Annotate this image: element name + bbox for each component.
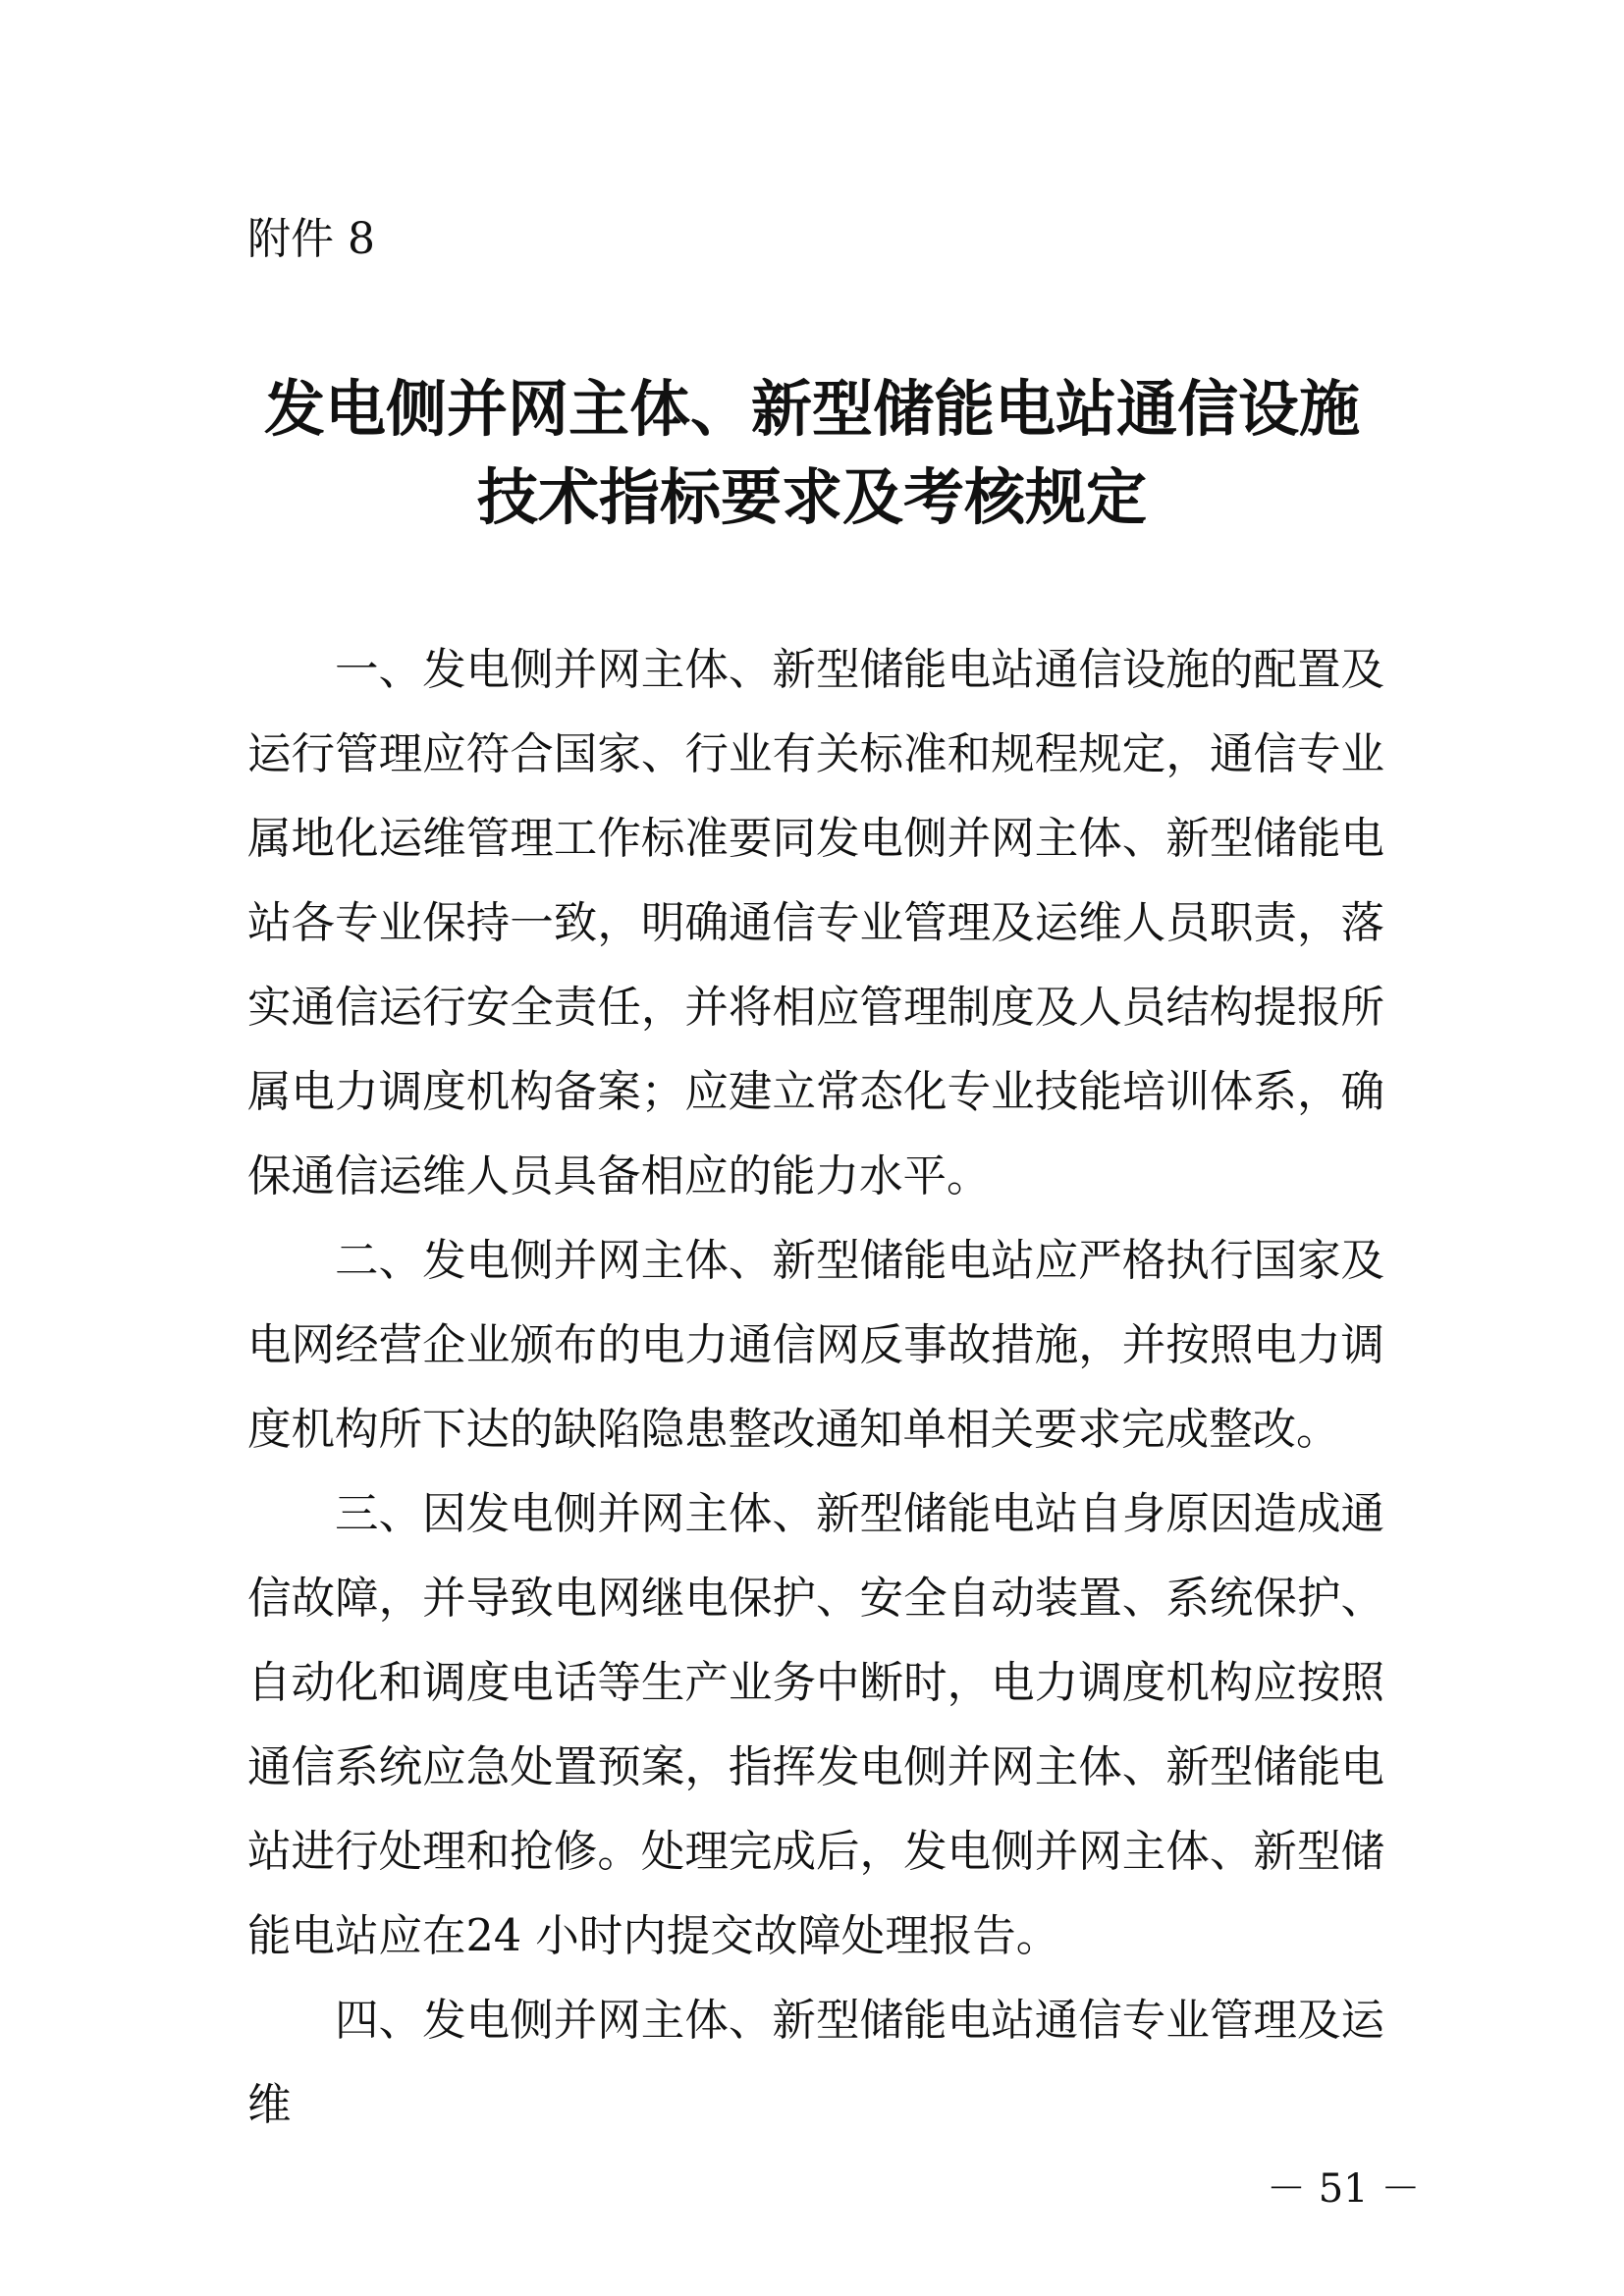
page-number: － 51 － <box>1267 2166 1421 2212</box>
paragraph-4: 四、发电侧并网主体、新型储能电站通信专业管理及运维 <box>247 1996 1384 2130</box>
title-line-2: 技术指标要求及考核规定 <box>476 461 1147 533</box>
paragraph-3: 三、因发电侧并网主体、新型储能电站自身原因造成通信故障，并导致电网继电保护、安全自动装置、系统保护、自动化和调度电话等生产业务中断时，电力调度机构应按照通信系统应急处置预案，指挥发电侧并网主体、新型储能电站进行处理和抢修。处理完成后，发电侧并网主体、新型储能电站应在24 小时内提交故障处理报告。 <box>247 1489 1384 1961</box>
paragraph-1: 一、发电侧并网主体、新型储能电站通信设施的配置及运行管理应符合国家、行业有关标准和规程规定，通信专业属地化运维管理工作标准要同发电侧并网主体、新型储能电站各专业保持一致，明确通信专业管理及运维人员职责，落实通信运行安全责任，并将相应管理制度及人员结构提报所属电力调度机构备案；应建立常态化专业技能培训体系，确保通信运维人员具备相应的能力水平。 <box>247 645 1384 1201</box>
document-body <box>247 628 1384 2148</box>
document-title <box>157 365 1467 542</box>
attachment-label: 附件 8 <box>247 214 375 264</box>
title-line-1: 发电侧并网主体、新型储能电站通信设施 <box>263 373 1360 445</box>
paragraph-2: 二、发电侧并网主体、新型储能电站应严格执行国家及电网经营企业颁布的电力通信网反事故措施，并按照电力调度机构所下达的缺陷隐患整改通知单相关要求完成整改。 <box>247 1236 1384 1455</box>
